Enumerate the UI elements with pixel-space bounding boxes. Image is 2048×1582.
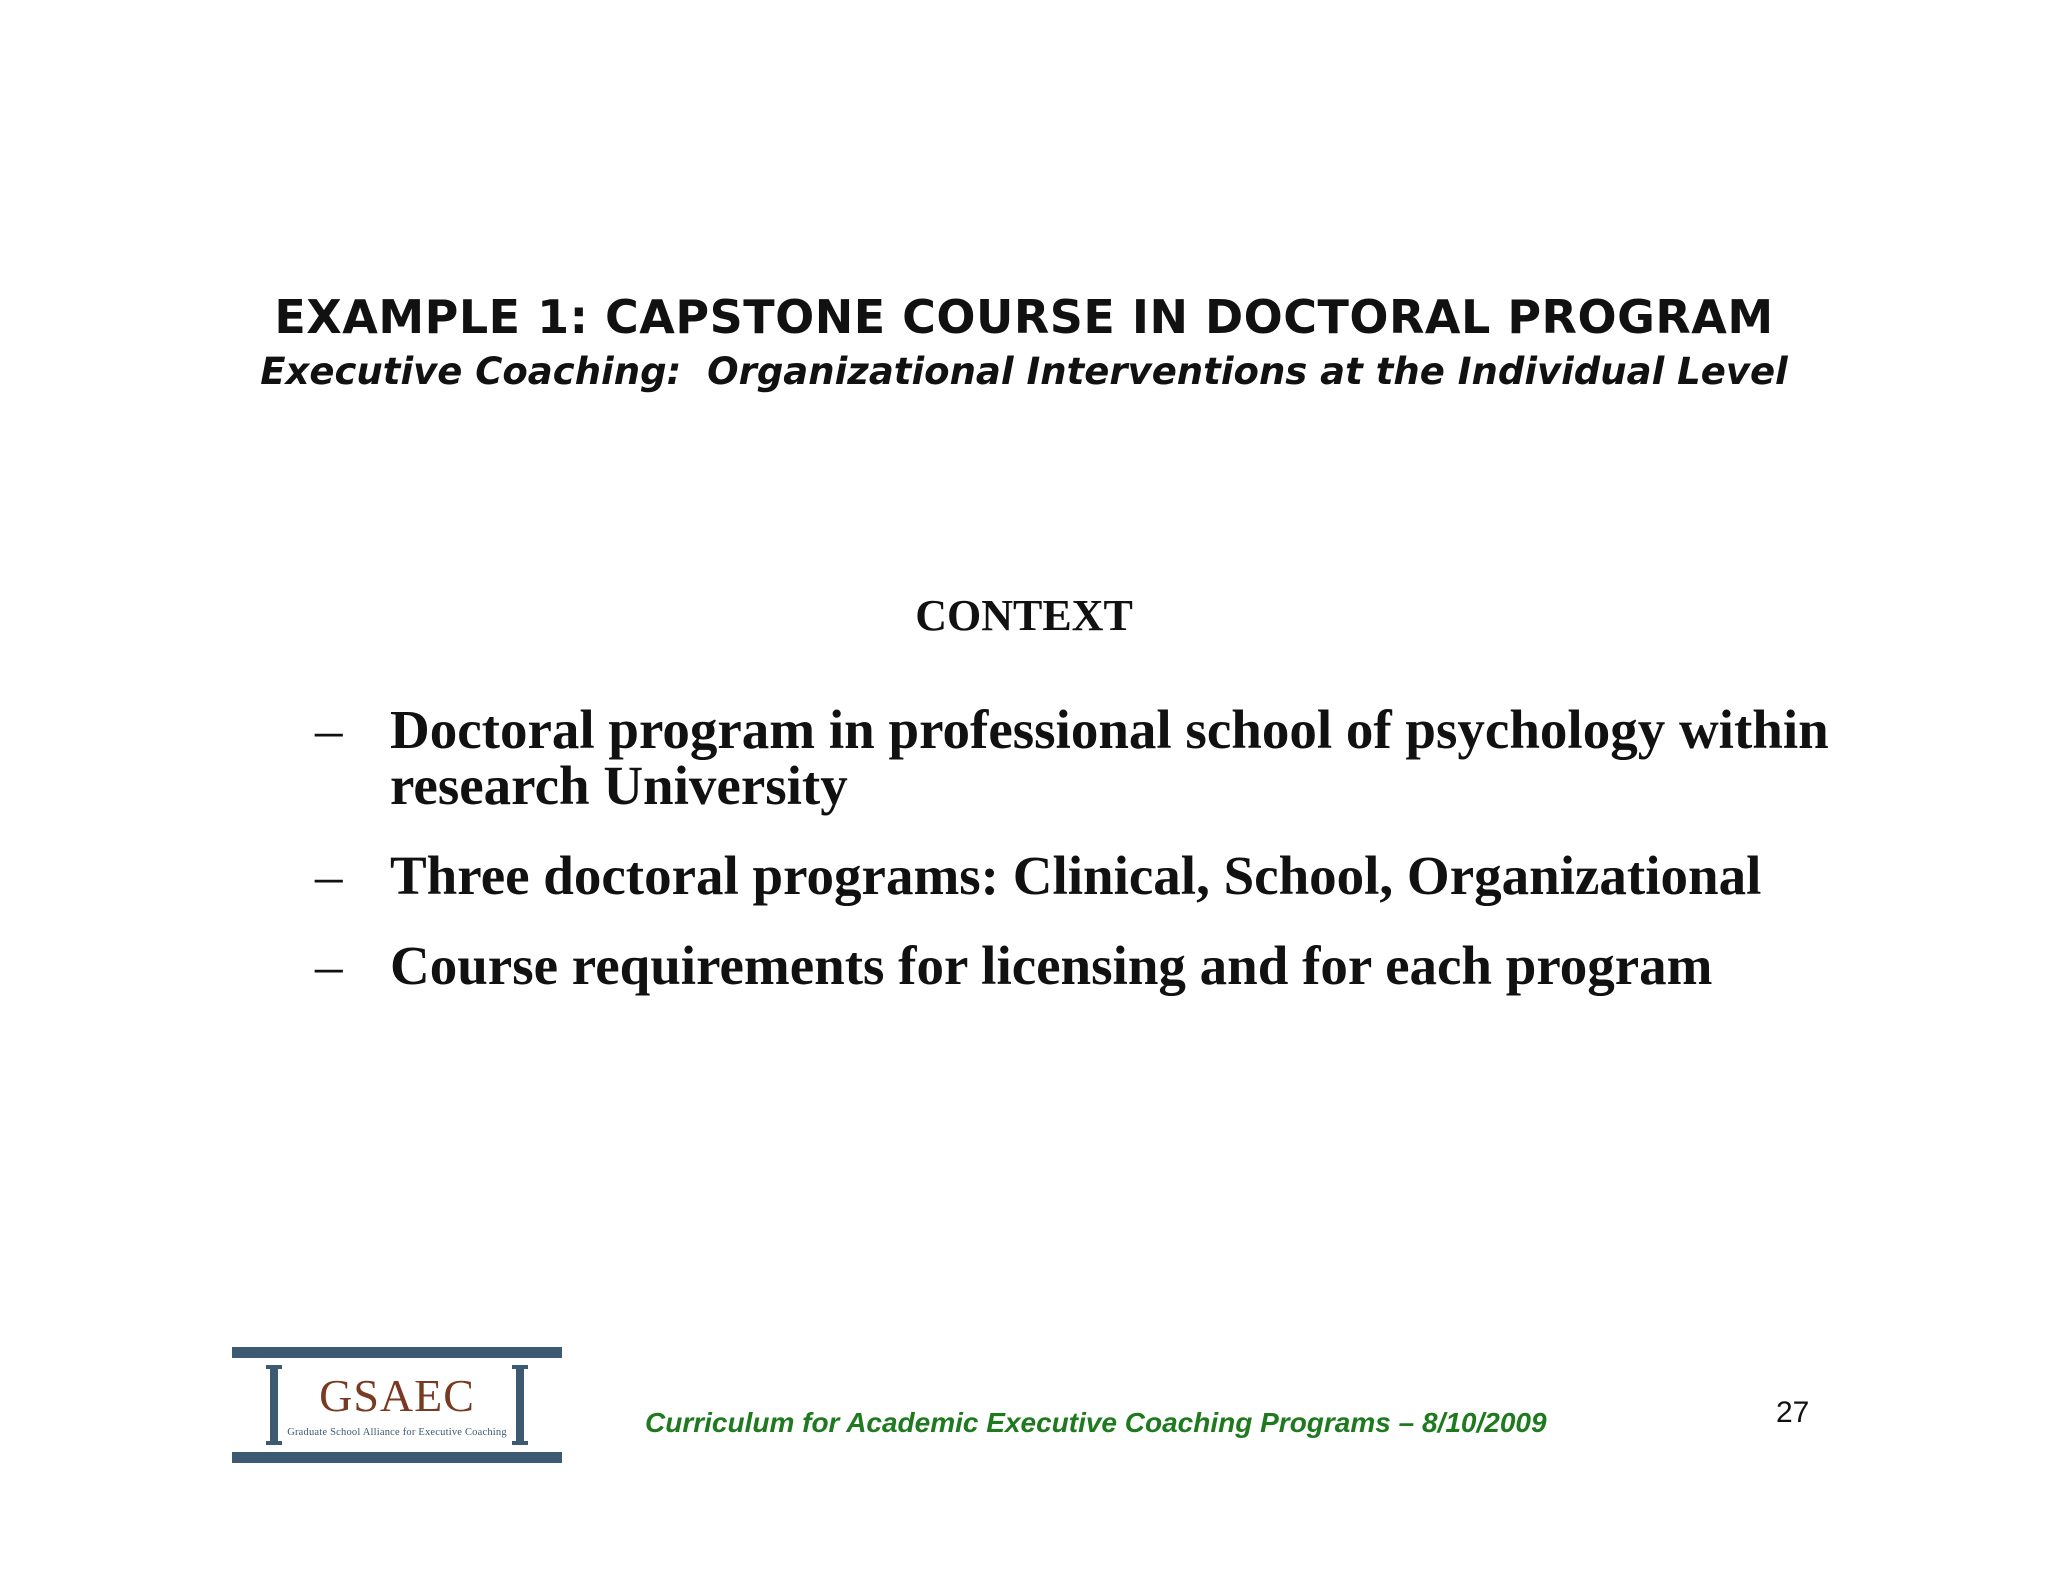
logo-name: GSAEC xyxy=(319,1370,475,1421)
dash-marker: – xyxy=(315,699,343,760)
dash-marker: – xyxy=(315,845,343,906)
logo-tagline: Graduate School Alliance for Executive Coaching xyxy=(287,1427,507,1438)
bullet-text: Doctoral program in professional school of psychology within research University xyxy=(390,699,1829,816)
bullet-item xyxy=(315,845,1835,906)
bullet-item xyxy=(315,699,1835,816)
context-heading: CONTEXT xyxy=(915,591,1133,640)
gsaec-logo xyxy=(232,1347,562,1463)
footer-text: Curriculum for Academic Executive Coaching Programs – 8/10/2009 xyxy=(645,1407,1547,1438)
logo-top-bar xyxy=(232,1347,562,1358)
bullet-text: Three doctoral programs: Clinical, School, Organizational xyxy=(390,845,1762,906)
slide-subtitle: Executive Coaching: Organizational Interventions at the Individual Level xyxy=(260,350,1788,393)
bullet-item xyxy=(315,935,1835,996)
bullet-list xyxy=(315,699,1835,1028)
bullet-text: Course requirements for licensing and for each program xyxy=(390,935,1713,996)
slide-title: EXAMPLE 1: CAPSTONE COURSE IN DOCTORAL PROGRAM xyxy=(274,290,1774,344)
dash-marker: – xyxy=(315,935,343,996)
logo-bottom-bar xyxy=(232,1452,562,1463)
page-number: 27 xyxy=(1776,1396,1810,1429)
